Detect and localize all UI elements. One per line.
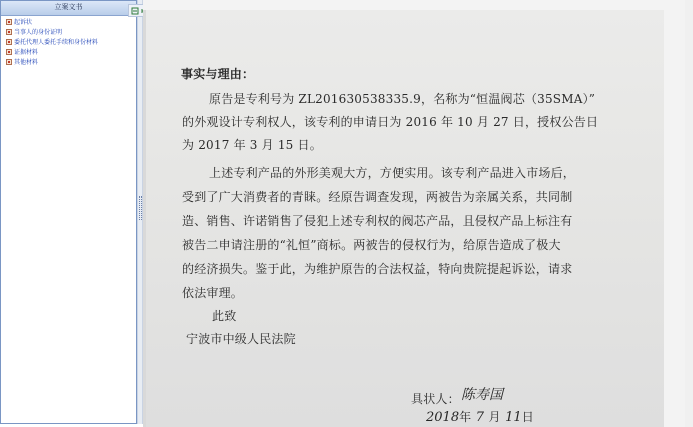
folder-icon	[6, 29, 12, 35]
date-year: 2018	[426, 410, 460, 425]
tree-item-label: 证据材料	[14, 50, 39, 56]
tree-item-label: 当事人的身份证明	[14, 30, 63, 36]
tree-item-party-identity[interactable]	[6, 27, 136, 36]
tree-item-label: 其他材料	[14, 60, 39, 66]
tree-item-complaint[interactable]	[6, 17, 136, 26]
panel-title: 立案文书	[1, 1, 136, 16]
folder-icon	[6, 49, 12, 55]
tree-item-other[interactable]	[6, 57, 136, 66]
date-day: 11	[505, 410, 522, 425]
closing-salutation: 此致	[212, 309, 237, 323]
document-viewer[interactable]	[143, 0, 693, 427]
document-line: 原告是专利号为 ZL201630538335.9，名称为“恒温阀芯（35SMA）”	[209, 92, 596, 106]
signature-label: 具状人：	[411, 392, 460, 406]
document-line: 依法审理。	[182, 286, 244, 300]
date-month: 7	[475, 410, 485, 425]
document-tree-panel	[0, 0, 137, 424]
document-line: 上述专利产品的外形美观大方，方便实用。该专利产品进入市场后，	[209, 166, 576, 180]
document-line: 为 2017 年 3 月 15 日。	[182, 138, 322, 152]
document-line: 的外观设计专利权人，该专利的申请日为 2016 年 10 月 27 日，授权公告日	[182, 115, 599, 129]
tree-item-label: 委托代理人委托手续和身份材料	[14, 40, 99, 46]
date-day-suffix: 日	[521, 410, 534, 424]
document-date	[426, 408, 534, 426]
tree-item-agent-materials[interactable]	[6, 37, 136, 46]
folder-icon	[6, 19, 12, 25]
splitter-handle-icon[interactable]	[139, 196, 142, 220]
court-name: 宁波市中级人民法院	[186, 332, 296, 346]
document-line: 受到了广大消费者的青睐。经原告调查发现，两被告为亲属关系，共同制	[182, 190, 573, 204]
date-year-suffix: 年	[459, 410, 472, 424]
folder-icon	[6, 39, 12, 45]
scanned-page	[146, 10, 664, 427]
handwritten-signature: 陈寿国	[461, 387, 503, 403]
tree-item-evidence[interactable]	[6, 47, 136, 56]
section-heading: 事实与理由：	[181, 67, 255, 81]
document-line: 造、销售、许诺销售了侵犯上述专利权的阀芯产品，且侵权产品上标注有	[182, 214, 573, 228]
vertical-scrollbar[interactable]	[685, 0, 693, 427]
tree-item-label: 起诉状	[14, 20, 33, 26]
document-line: 被告二申请注册的“礼恒”商标。两被告的侵权行为，给原告造成了极大	[182, 238, 561, 252]
document-line: 的经济损失。鉴于此，为维护原告的合法权益，特向贵院提起诉讼，请求	[182, 262, 573, 276]
folder-icon	[6, 59, 12, 65]
date-month-suffix: 月	[488, 410, 501, 424]
zoom-fit-icon[interactable]	[131, 7, 139, 15]
